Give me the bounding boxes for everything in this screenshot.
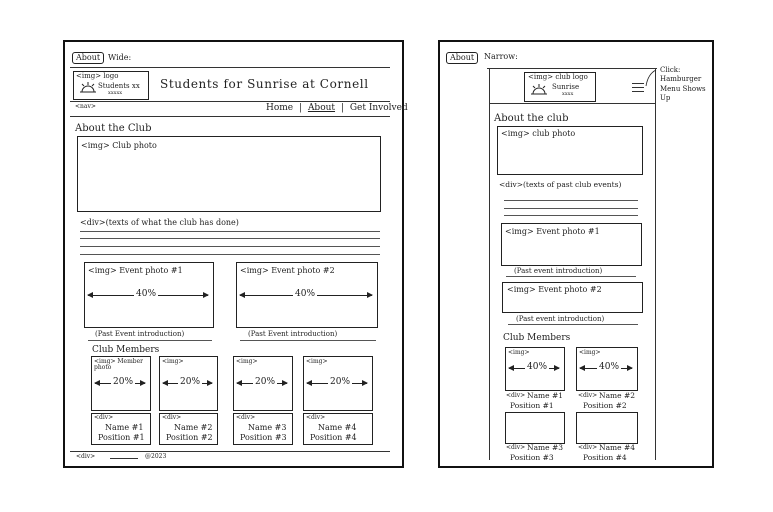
wide-nav [266, 103, 408, 113]
wide-text-line-4 [80, 254, 380, 255]
narrow-past-intro-2: (Past event introduction) [516, 315, 605, 323]
narrow-header-top-line [487, 68, 657, 69]
wide-member-3-name: Name #3 [248, 423, 287, 432]
narrow-header-bottom-line [489, 103, 655, 104]
narrow-member-1-div-tag: <div> [506, 392, 526, 399]
narrow-text-line-2 [504, 208, 638, 209]
wide-logo-text: Students xx [98, 82, 140, 90]
wide-member-4-pct: 20% [330, 377, 351, 387]
narrow-logo-text: Sunrise [552, 83, 580, 91]
wide-member-2-position: Position #2 [166, 433, 213, 442]
wide-header-bottom-line [70, 101, 390, 102]
narrow-member-photo-2-label: <img> [579, 349, 601, 356]
narrow-event-photo-1-label: <img> Event photo #1 [505, 227, 600, 236]
narrow-member-4-name: Name #4 [599, 443, 636, 452]
wide-member-3-pct: 20% [255, 377, 276, 387]
wide-member-div-3-tag: <div> [236, 414, 256, 421]
narrow-left-edge [489, 68, 490, 460]
narrow-label: Narrow: [484, 52, 518, 61]
wide-past-intro-1: (Past Event introduction) [95, 330, 185, 338]
wide-footer-dash [110, 458, 138, 459]
wide-member-2-name: Name #2 [174, 423, 213, 432]
narrow-hamburger-icon[interactable] [632, 82, 644, 94]
narrow-event-photo-2-label: <img> Event photo #2 [507, 285, 602, 294]
wide-logo-img-label: <img> logo [76, 72, 119, 80]
wide-nav-sep-2: | [340, 103, 344, 113]
narrow-member-4-div-tag: <div> [578, 444, 598, 451]
narrow-member-3-position: Position #3 [510, 453, 554, 462]
narrow-section-title: About the club [494, 113, 569, 124]
wide-member-1-pct: 20% [113, 377, 134, 387]
wide-footer-sign: @2023 [145, 453, 167, 460]
narrow-texts-label: <div>(texts of past club events) [499, 180, 622, 189]
wide-section-title: About the Club [75, 123, 152, 134]
wide-member-photo-4-label: <img> [306, 358, 328, 365]
narrow-members-title: Club Members [503, 333, 571, 343]
wide-past-intro-2-line [240, 340, 376, 341]
wide-text-line-2 [80, 238, 380, 239]
wide-nav-tag: <nav> [75, 103, 96, 110]
wide-logo-sub: xxxxx [108, 90, 123, 96]
wide-site-title: Students for Sunrise at Cornell [160, 77, 369, 91]
wide-member-div-1-tag: <div> [94, 414, 114, 421]
wide-club-photo-label: <img> Club photo [81, 141, 157, 150]
narrow-logo-sun-icon [531, 84, 547, 96]
narrow-right-edge [655, 68, 656, 460]
wide-member-4-position: Position #4 [310, 433, 357, 442]
narrow-member-1-position: Position #1 [510, 401, 554, 410]
narrow-member-3-name: Name #3 [527, 443, 564, 452]
wide-member-3-position: Position #3 [240, 433, 287, 442]
narrow-member-1-pct: 40% [527, 362, 548, 372]
wide-text-line-3 [80, 246, 380, 247]
wide-member-4-name: Name #4 [318, 423, 357, 432]
wide-member-2-pct: 20% [180, 377, 201, 387]
narrow-member-3-div-tag: <div> [506, 444, 526, 451]
narrow-text-line-1 [504, 200, 638, 201]
wide-member-div-4-tag: <div> [306, 414, 326, 421]
wide-members-title: Club Members [92, 345, 160, 355]
narrow-about-tag: About [446, 52, 478, 64]
wide-member-1-position: Position #1 [98, 433, 145, 442]
wide-member-photo-1-label: <img> Member photo [94, 358, 144, 371]
wide-texts-label: <div>(texts of what the club has done) [80, 218, 239, 227]
narrow-logo-sub: xxxx [562, 91, 574, 97]
wide-nav-get-involved[interactable]: Get Involved [349, 103, 408, 113]
narrow-member-2-div-tag: <div> [578, 392, 598, 399]
narrow-past-intro-1-line [506, 276, 636, 277]
narrow-text-line-3 [504, 215, 638, 216]
wide-member-photo-2-label: <img> [162, 358, 184, 365]
narrow-member-2-position: Position #2 [583, 401, 627, 410]
wide-past-intro-2: (Past Event introduction) [248, 330, 338, 338]
wide-event-2-pct: 40% [295, 289, 316, 299]
wide-nav-bottom-line [70, 116, 390, 117]
wide-event-photo-2-label: <img> Event photo #2 [240, 266, 335, 275]
wide-nav-home[interactable]: Home [266, 103, 294, 113]
narrow-member-photo-1-label: <img> [508, 349, 530, 356]
narrow-past-intro-1: (Past event introduction) [514, 267, 603, 275]
narrow-past-intro-2-line [508, 324, 638, 325]
wide-member-div-2-tag: <div> [162, 414, 182, 421]
wide-nav-sep-1: | [299, 103, 303, 113]
narrow-member-2-name: Name #2 [599, 391, 636, 400]
narrow-hamburger-pointer-arrow [644, 68, 658, 88]
wide-event-1-pct: 40% [136, 289, 157, 299]
narrow-member-1-name: Name #1 [527, 391, 564, 400]
narrow-hamburger-note: Click: Hamburger Menu Shows Up [660, 66, 706, 103]
wide-logo-sun-icon [80, 82, 96, 94]
narrow-member-photo-4-box [576, 412, 638, 444]
wide-footer-div: <div> [76, 453, 96, 460]
wide-text-line-1 [80, 231, 380, 232]
wide-label: Wide: [108, 53, 132, 62]
wide-header-top-line [70, 67, 390, 68]
wide-member-1-name: Name #1 [105, 423, 144, 432]
wide-event-photo-1-label: <img> Event photo #1 [88, 266, 183, 275]
wide-past-intro-1-line [88, 340, 212, 341]
narrow-logo-img-label: <img> club logo [528, 73, 588, 81]
wide-nav-about[interactable]: About [307, 103, 336, 113]
narrow-member-photo-3-box [505, 412, 565, 444]
narrow-member-4-position: Position #4 [583, 453, 627, 462]
wide-member-photo-3-label: <img> [236, 358, 258, 365]
narrow-club-photo-label: <img> club photo [501, 129, 576, 138]
wide-footer-top-line [70, 451, 390, 452]
narrow-member-2-pct: 40% [599, 362, 620, 372]
wide-about-tag: About [72, 52, 104, 64]
